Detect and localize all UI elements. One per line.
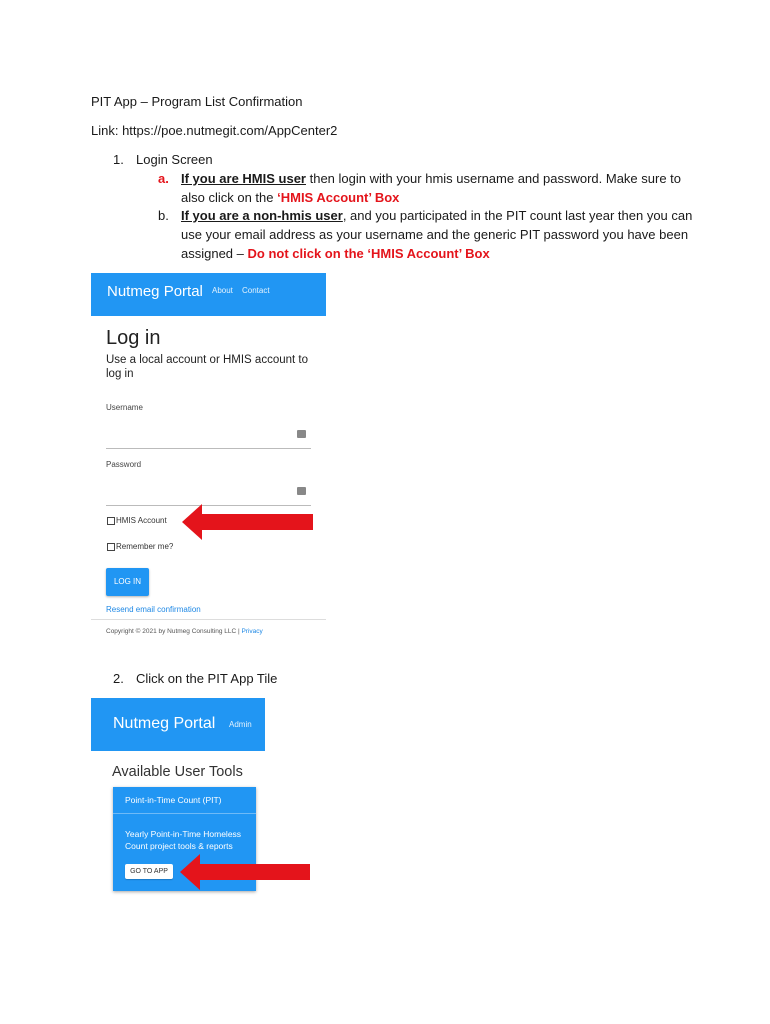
step2-label: Click on the PIT App Tile bbox=[136, 671, 278, 686]
login-heading: Log in bbox=[106, 327, 161, 349]
step1a-highlight: ‘HMIS Account’ Box bbox=[277, 190, 400, 205]
step1b-lead: If you are a non-hmis user bbox=[181, 208, 343, 223]
login-brand[interactable]: Nutmeg Portal bbox=[107, 283, 203, 300]
link-line: Link: https://poe.nutmegit.com/AppCenter2 bbox=[91, 123, 338, 138]
step1a-text2: also click on the bbox=[181, 190, 278, 205]
pit-card-description: Yearly Point-in-Time Homeless Count project tools & reports bbox=[125, 829, 242, 851]
login-button[interactable]: LOG IN bbox=[106, 568, 149, 596]
pit-card-title: Point-in-Time Count (PIT) bbox=[125, 795, 222, 805]
step1a-line1 bbox=[181, 170, 681, 188]
page-title: PIT App – Program List Confirmation bbox=[91, 94, 303, 109]
footer-privacy-link[interactable]: Privacy bbox=[241, 628, 263, 635]
footer-text: Copyright © 2021 by Nutmeg Consulting LLC | bbox=[106, 628, 242, 635]
password-key-icon bbox=[297, 487, 306, 495]
remember-me-label: Remember me? bbox=[116, 542, 174, 551]
go-to-app-button[interactable]: GO TO APP bbox=[125, 864, 173, 879]
nav-contact-link[interactable]: Contact bbox=[242, 286, 270, 295]
red-arrow-icon-2 bbox=[180, 853, 311, 891]
portal-brand[interactable]: Nutmeg Portal bbox=[113, 715, 216, 732]
login-subheading: Use a local account or HMIS account to log in bbox=[106, 354, 308, 380]
step2-number: 2. bbox=[113, 671, 124, 686]
username-input[interactable] bbox=[106, 448, 311, 449]
password-label: Password bbox=[106, 460, 142, 469]
step1b-line1 bbox=[181, 207, 692, 225]
step1b-text3: assigned – bbox=[181, 246, 248, 261]
step1b-line2: use your email address as your username and the generic PIT password you have been bbox=[181, 227, 689, 242]
step1a-marker: a. bbox=[158, 171, 169, 186]
step1b-line3 bbox=[181, 245, 490, 263]
nav-about-link[interactable]: About bbox=[212, 286, 233, 295]
hmis-account-checkbox[interactable] bbox=[107, 517, 115, 525]
step1b-highlight: Do not click on the ‘HMIS Account’ Box bbox=[247, 246, 490, 261]
nav-admin-link[interactable]: Admin bbox=[229, 720, 252, 729]
step1a-line2 bbox=[181, 189, 399, 207]
pit-card-divider bbox=[113, 813, 256, 814]
red-arrow-icon bbox=[182, 502, 314, 542]
step1b-marker: b. bbox=[158, 208, 169, 223]
step1-label: Login Screen bbox=[136, 152, 213, 167]
footer-copyright bbox=[106, 628, 263, 635]
step1a-lead: If you are HMIS user bbox=[181, 171, 306, 186]
login-screenshot bbox=[91, 273, 326, 639]
step1b-text1: , and you participated in the PIT count last year then you can bbox=[342, 208, 693, 223]
step1-number: 1. bbox=[113, 152, 124, 167]
username-key-icon bbox=[297, 430, 306, 438]
resend-confirmation-link[interactable]: Resend email confirmation bbox=[106, 605, 201, 614]
username-label: Username bbox=[106, 403, 143, 412]
hmis-account-label: HMIS Account bbox=[116, 516, 167, 525]
step1a-text1: then login with your hmis username and password. Make sure to bbox=[305, 171, 682, 186]
footer-divider bbox=[91, 619, 326, 620]
available-tools-title: Available User Tools bbox=[112, 764, 243, 780]
remember-me-checkbox[interactable] bbox=[107, 543, 115, 551]
